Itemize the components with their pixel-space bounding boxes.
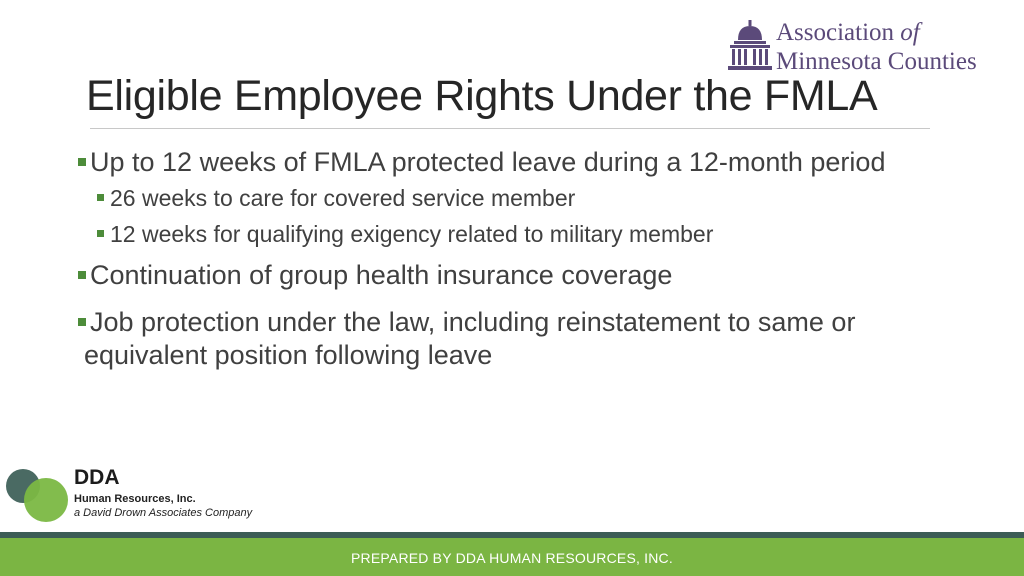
sub-bullet-text: 12 weeks for qualifying exigency related to military member xyxy=(110,221,714,247)
dda-logo-tagline: a David Drown Associates Company xyxy=(74,507,253,519)
amc-logo-of: of xyxy=(900,19,920,46)
slide-title: Eligible Employee Rights Under the FMLA xyxy=(86,72,878,120)
footer-bar xyxy=(0,538,1024,576)
amc-logo xyxy=(728,18,1008,76)
footer-text: PREPARED BY DDA HUMAN RESOURCES, INC. xyxy=(351,550,673,566)
square-bullet-icon xyxy=(97,194,104,201)
bullet-text-continuation: equivalent position following leave xyxy=(84,340,493,370)
logo-circle-green xyxy=(24,478,68,522)
dda-logo-name: DDA xyxy=(74,466,120,489)
dda-logo-subtitle: Human Resources, Inc. xyxy=(74,493,196,505)
square-bullet-icon xyxy=(78,271,86,279)
bullet-text: Job protection under the law, including reinstatement to same or xyxy=(90,307,856,337)
amc-logo-line2: Minnesota Counties xyxy=(776,48,977,75)
sub-bullet-item-1 xyxy=(76,183,996,213)
bullet-item-3 xyxy=(76,306,996,372)
dda-logo xyxy=(6,466,256,522)
amc-logo-text xyxy=(776,18,977,76)
bullet-text: Continuation of group health insurance coverage xyxy=(90,260,673,290)
square-bullet-icon xyxy=(97,230,104,237)
bullet-text: Up to 12 weeks of FMLA protected leave during a 12-month period xyxy=(90,147,886,177)
bullet-item-1 xyxy=(76,146,996,179)
sub-bullet-item-2 xyxy=(76,219,996,249)
bullet-list xyxy=(76,146,996,372)
square-bullet-icon xyxy=(78,318,86,326)
bullet-item-2 xyxy=(76,259,996,292)
capitol-dome-icon xyxy=(728,20,772,74)
sub-bullet-text: 26 weeks to care for covered service member xyxy=(110,185,576,211)
amc-logo-line1: Association xyxy=(776,19,901,46)
square-bullet-icon xyxy=(78,158,86,166)
title-divider xyxy=(90,128,930,129)
